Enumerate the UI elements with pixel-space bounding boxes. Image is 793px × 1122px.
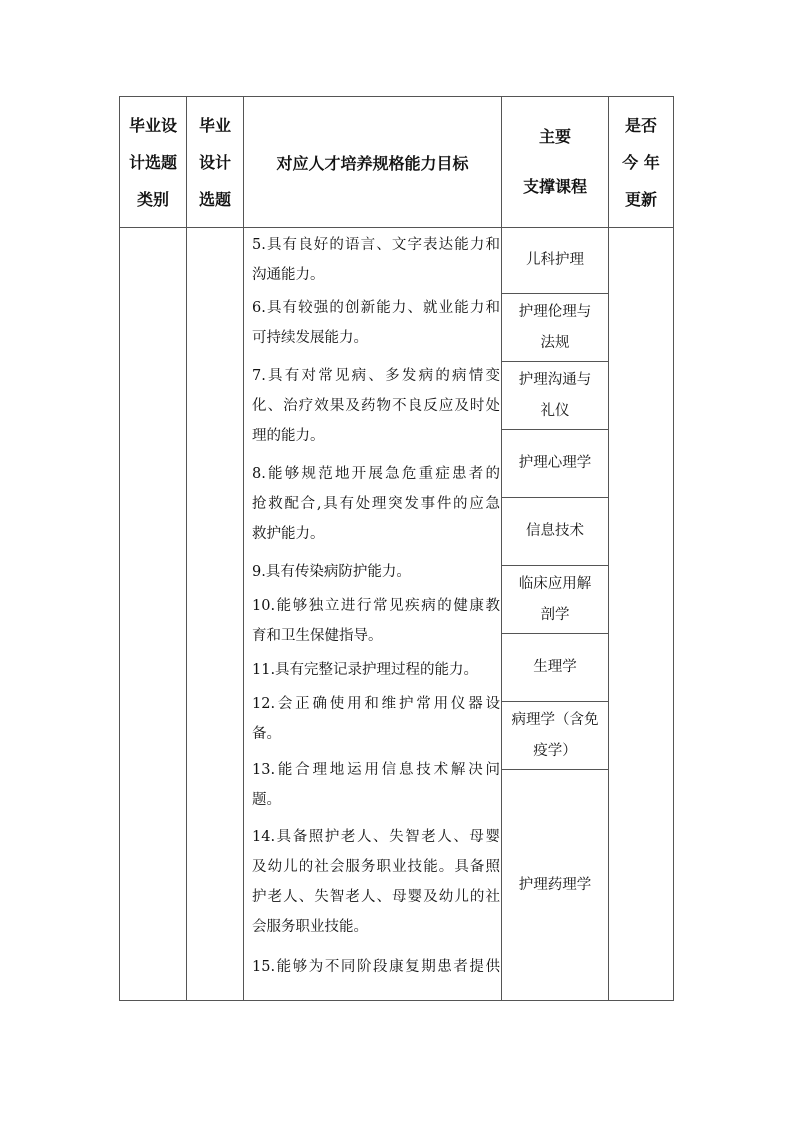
course-line: 生理学 [533,659,577,675]
objective-line: 救护能力。 [252,526,325,542]
objective-item [252,293,500,361]
objective-line: 7.具有对常见病、多发病的病情变 [252,368,500,384]
objective-item [252,655,500,689]
objective-item [252,459,500,557]
course-line: 护理沟通与 [518,371,592,388]
header-topic-line: 选题 [198,189,231,209]
objective-line: 化、治疗效果及药物不良反应及时处 [252,398,500,414]
header-category-line: 类别 [136,189,169,209]
objective-item [252,755,500,822]
header-category-line: 计选题 [128,152,177,172]
course-cell [503,294,607,361]
header-courses-line: 支撑课程 [522,177,587,196]
objective-line: 育和卫生保健指导。 [252,628,383,644]
objective-item [252,591,500,655]
objective-line: 11.具有完整记录护理过程的能力。 [252,662,479,678]
course-line: 病理学（含免 [511,711,599,728]
course-cell [503,634,607,701]
course-cell [503,566,607,633]
objective-line: 护老人、失智老人、母婴及幼儿的社 [252,889,500,905]
objectives-list [252,230,500,986]
objective-line: 12.会正确使用和维护常用仪器设 [252,696,500,712]
objective-line: 8.能够规范地开展急危重症患者的 [252,466,500,482]
objective-line: 题。 [252,792,281,808]
header-objectives [244,97,501,227]
objective-item [252,557,500,591]
course-line: 剖学 [540,606,570,623]
course-cell [503,702,607,769]
course-line: 礼仪 [540,402,570,419]
objective-line: 及幼儿的社会服务职业技能。具备照 [252,859,500,875]
objective-item [252,822,500,952]
objective-item [252,689,500,755]
objective-line: 15.能够为不同阶段康复期患者提供 [252,959,500,975]
course-line: 护理心理学 [518,455,592,471]
header-objectives-label: 对应人才培养规格能力目标 [276,153,469,173]
header-courses-line: 主要 [538,127,571,146]
course-line: 护理伦理与 [518,303,592,320]
course-line: 临床应用解 [518,575,592,592]
objective-line: 会服务职业技能。 [252,919,368,935]
course-cell [503,430,607,497]
objective-line: 10.能够独立进行常见疾病的健康教 [252,598,500,614]
header-updated-line: 更新 [624,189,657,209]
objective-line: 14.具备照护老人、失智老人、母婴 [252,829,500,845]
course-line: 儿科护理 [526,252,584,268]
header-updated-line: 是否 [624,115,657,135]
course-line: 信息技术 [526,523,584,539]
objective-line: 5.具有良好的语言、文字表达能力和 [252,237,500,253]
objective-line: 备。 [252,726,281,742]
course-cell [503,362,607,429]
header-topic-line: 设计 [198,152,231,172]
objective-item [252,230,500,293]
objective-item [252,361,500,459]
header-category [120,97,186,227]
objective-line: 13.能合理地运用信息技术解决问 [252,762,500,778]
objective-line: 理的能力。 [252,428,325,444]
objective-line: 可持续发展能力。 [252,330,368,346]
objective-item [252,952,500,986]
objective-line: 抢救配合,具有处理突发事件的应急 [252,496,500,512]
header-updated-line: 今 年 [622,152,660,172]
course-cell [503,770,607,1000]
course-line: 护理药理学 [518,876,592,893]
header-courses [502,97,608,227]
course-cell [503,228,607,293]
objective-line: 6.具有较强的创新能力、就业能力和 [252,300,500,316]
objective-line: 9.具有传染病防护能力。 [252,564,411,580]
header-updated [609,97,673,227]
header-topic [187,97,243,227]
objective-line: 沟通能力。 [252,267,325,283]
course-line: 法规 [540,334,570,351]
header-topic-line: 毕业 [198,115,231,135]
header-category-line: 毕业设 [128,115,177,135]
course-cell [503,498,607,565]
course-line: 疫学） [533,742,577,759]
